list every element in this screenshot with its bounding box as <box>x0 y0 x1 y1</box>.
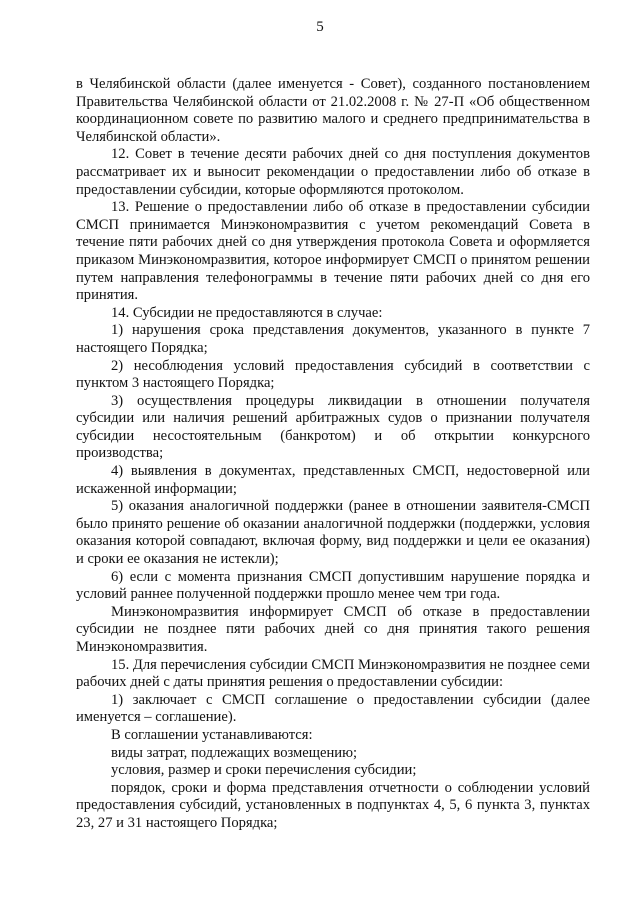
agreement-term-conditions: условия, размер и сроки перечисления субсидии; <box>111 762 417 779</box>
paragraph-14: 14. Субсидии не предоставляются в случае: <box>111 304 383 321</box>
page-number: 5 <box>316 19 324 35</box>
agreement-term-reporting: порядок, сроки и форма представления отчетности о соблюдении условий предоставления субсидий, установленных в подпунктах 4, 5, 6 пункта 3, пунктах 23, 27 и 31 настоящего Порядка; <box>76 779 590 831</box>
paragraph-council-reference: в Челябинской области (далее именуется - Совет), созданного постановлением Правительства Челябинской области от 21.02.2008 г. № 27-П «Об общественном координационном совете по развитию малого и среднего предпринимательства в Челябинской области». <box>76 76 590 145</box>
paragraph-12: 12. Совет в течение десяти рабочих дней со дня поступления документов рассматривает их и выносит рекомендации о предоставлении либо об отказе в предоставлении субсидии, которые оформляются протоколом. <box>76 146 590 198</box>
paragraph-agreement-terms: В соглашении устанавливаются: <box>111 726 313 743</box>
list-item-14-4: 4) выявления в документах, представленных СМСП, недостоверной или искаженной информации; <box>76 463 590 497</box>
paragraph-refusal-notice: Минэкономразвития информирует СМСП об отказе в предоставлении субсидии не позднее пяти рабочих дней со дня принятия такого решения Минэкономразвития. <box>76 603 590 655</box>
list-item-14-6: 6) если с момента признания СМСП допустившим нарушение порядка и условий раннее полученной поддержки прошло менее чем три года. <box>76 568 590 603</box>
list-item-14-5: 5) оказания аналогичной поддержки (ранее в отношении заявителя-СМСП было принято решение об оказании аналогичной поддержки (поддержки, условия оказания которой совпадают, включая форму, вид поддержки и цели ее оказания) и сроки ее оказания не истекли); <box>76 498 590 568</box>
list-item-14-2: 2) несоблюдения условий предоставления субсидий в соответствии с пунктом 3 настоящего Порядка; <box>76 357 590 392</box>
list-item-14-3: 3) осуществления процедуры ликвидации в отношении получателя субсидии или наличия решений арбитражных судов о признании получателя субсидии несостоятельным (банкротом) и об открытии конкурсного производства; <box>76 392 590 462</box>
list-item-15-1: 1) заключает с СМСП соглашение о предоставлении субсидии (далее именуется – соглашение). <box>76 691 590 726</box>
paragraph-13: 13. Решение о предоставлении либо об отказе в предоставлении субсидии СМСП принимается Минэкономразвития с учетом рекомендаций Совета в течение пяти рабочих дней со дня утверждения протокола Совета и оформляется приказом Минэкономразвития, которое информирует СМСП о принятом решении путем направления телефонограммы в течение пяти рабочих дней со дня его принятия. <box>76 199 590 304</box>
list-item-14-1: 1) нарушения срока представления документов, указанного в пункте 7 настоящего Порядка; <box>76 322 590 356</box>
document-body <box>76 76 590 833</box>
agreement-term-cost-types: виды затрат, подлежащих возмещению; <box>111 744 358 761</box>
paragraph-15: 15. Для перечисления субсидии СМСП Минэкономразвития не позднее семи рабочих дней с даты принятия решения о предоставлении субсидии: <box>76 656 590 691</box>
